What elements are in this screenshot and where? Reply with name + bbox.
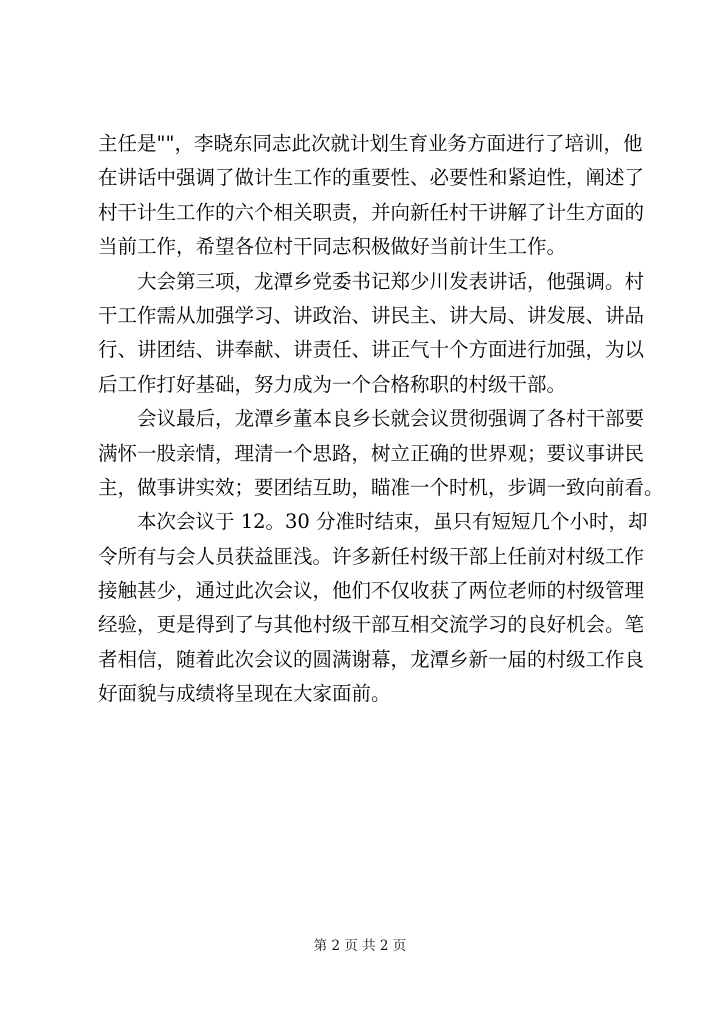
- text-line: 会议最后，龙潭乡董本良乡长就会议贯彻强调了各村干部要: [98, 407, 645, 431]
- text-line: 好面貌与成绩将呈现在大家面前。: [98, 682, 391, 706]
- text-line: 干工作需从加强学习、讲政治、讲民主、讲大局、讲发展、讲品: [98, 303, 645, 327]
- text-line: 在讲话中强调了做计生工作的重要性、必要性和紧迫性，阐述了: [98, 166, 645, 190]
- text-line: 主任是""，李晓东同志此次就计划生育业务方面进行了培训，他: [98, 132, 643, 155]
- text-line: 本次会议于 12。30 分准时结束，虽只有短短几个小时，却: [98, 510, 648, 534]
- text-line: 大会第三项，龙潭乡党委书记郑少川发表讲话，他强调。村: [98, 269, 645, 293]
- text-line: 经验，更是得到了与其他村级干部互相交流学习的良好机会。笔: [98, 613, 645, 637]
- text-line: 令所有与会人员获益匪浅。许多新任村级干部上任前对村级工作: [98, 544, 645, 568]
- body-text: [98, 127, 664, 712]
- text-line: 者相信，随着此次会议的圆满谢幕，龙潭乡新一届的村级工作良: [98, 647, 645, 671]
- text-line: 村干计生工作的六个相关职责，并向新任村干讲解了计生方面的: [98, 200, 645, 224]
- text-line: 主，做事讲实效；要团结互助，瞄准一个时机，步调一致向前看。: [98, 475, 664, 499]
- text-line: 满怀一股亲情，理清一个思路，树立正确的世界观；要议事讲民: [98, 441, 645, 465]
- text-line: 当前工作，希望各位村干同志积极做好当前计生工作。: [98, 235, 567, 259]
- page-number-footer: 第 2 页 共 2 页: [313, 938, 407, 954]
- text-line: 接触甚少，通过此次会议，他们不仅收获了两位老师的村级管理: [98, 579, 645, 603]
- text-line: 行、讲团结、讲奉献、讲责任、讲正气十个方面进行加强，为以: [98, 338, 645, 362]
- text-line: 后工作打好基础，努力成为一个合格称职的村级干部。: [98, 372, 567, 396]
